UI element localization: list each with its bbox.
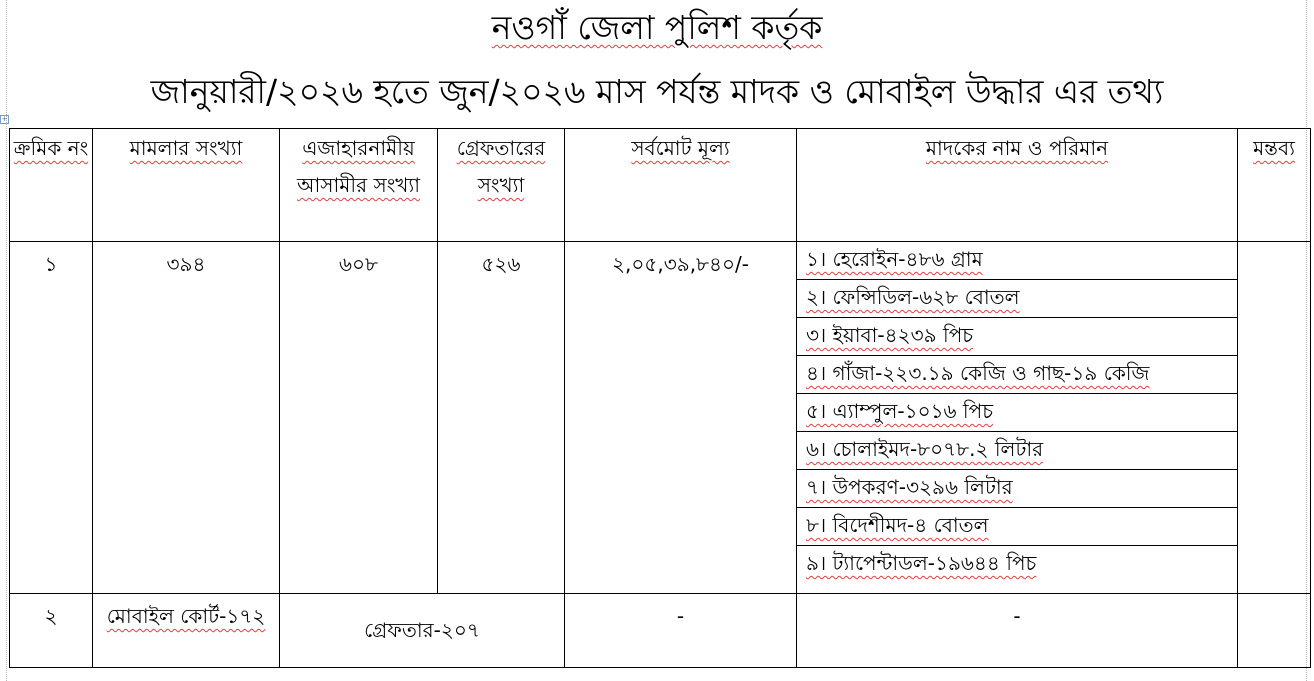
cell-named-accused: ৬০৮	[280, 242, 438, 594]
col-header-serial: ক্রমিক নং	[10, 129, 93, 242]
table-row	[10, 594, 1311, 668]
col-header-named-accused: এজাহারনামীয় আসামীর সংখ্যা	[280, 129, 438, 242]
cell-serial: ১	[10, 242, 93, 594]
page-title: নওগাঁ জেলা পুলিশ কর্তৃক	[491, 8, 823, 47]
drug-item: ৯। ট্যাপেন্টাডল-১৯৬৪৪ পিচ	[806, 551, 1037, 575]
page-subtitle: জানুয়ারী/২০২৬ হতে জুন/২০২৬ মাস পর্যন্ত মাদক ও মোবাইল উদ্ধার এর তথ্য	[150, 72, 1164, 111]
drug-item: ৮। বিদেশীমদ-৪ বোতল	[797, 508, 1237, 546]
drug-item: ৭। উপকরণ-৩২৯৬ লিটার	[797, 470, 1237, 508]
cell-arrested: ৫২৬	[438, 242, 565, 594]
cell-total-value: ২,০৫,৩৯,৮৪০/-	[565, 242, 797, 594]
drug-item: ৩। ইয়াবা-৪২৩৯ পিচ	[797, 318, 1237, 356]
col-header-cases: মামলার সংখ্যা	[93, 129, 280, 242]
cell-remarks	[1238, 242, 1311, 594]
table-row	[10, 242, 1311, 594]
col-header-remarks: মন্তব্য	[1238, 129, 1311, 242]
table-header-row	[10, 129, 1311, 242]
drug-item: ৬। চোলাইমদ-৮০৭৮.২ লিটার	[797, 432, 1237, 470]
drug-item: ২। ফেন্সিডিল-৬২৮ বোতল	[797, 280, 1237, 318]
cell-drugs	[797, 242, 1238, 594]
drug-item: ৪। গাঁজা-২২৩.১৯ কেজি ও গাছ-১৯ কেজি	[797, 356, 1237, 394]
col-header-drugs: মাদকের নাম ও পরিমান	[797, 129, 1238, 242]
col-header-arrested: গ্রেফতারের সংখ্যা	[438, 129, 565, 242]
cell-cases: মোবাইল কোর্ট-১৭২	[93, 594, 280, 668]
cell-serial: ২	[10, 594, 93, 668]
drug-item: ১। হেরোইন-৪৮৬ গ্রাম	[797, 242, 1237, 280]
cell-remarks	[1238, 594, 1311, 668]
col-header-total-value: সর্বমোট মূল্য	[565, 129, 797, 242]
cell-drugs: -	[797, 594, 1238, 668]
cell-cases: ৩৯৪	[93, 242, 280, 594]
table-move-handle-icon[interactable]: +	[1, 115, 8, 123]
drug-list	[797, 242, 1237, 583]
cell-total-value: -	[565, 594, 797, 668]
cell-arrested-merged: গ্রেফতার-২০৭	[280, 594, 565, 668]
drug-item: ৫। এ্যাম্পুল-১০১৬ পিচ	[797, 394, 1237, 432]
report-table	[9, 128, 1311, 668]
